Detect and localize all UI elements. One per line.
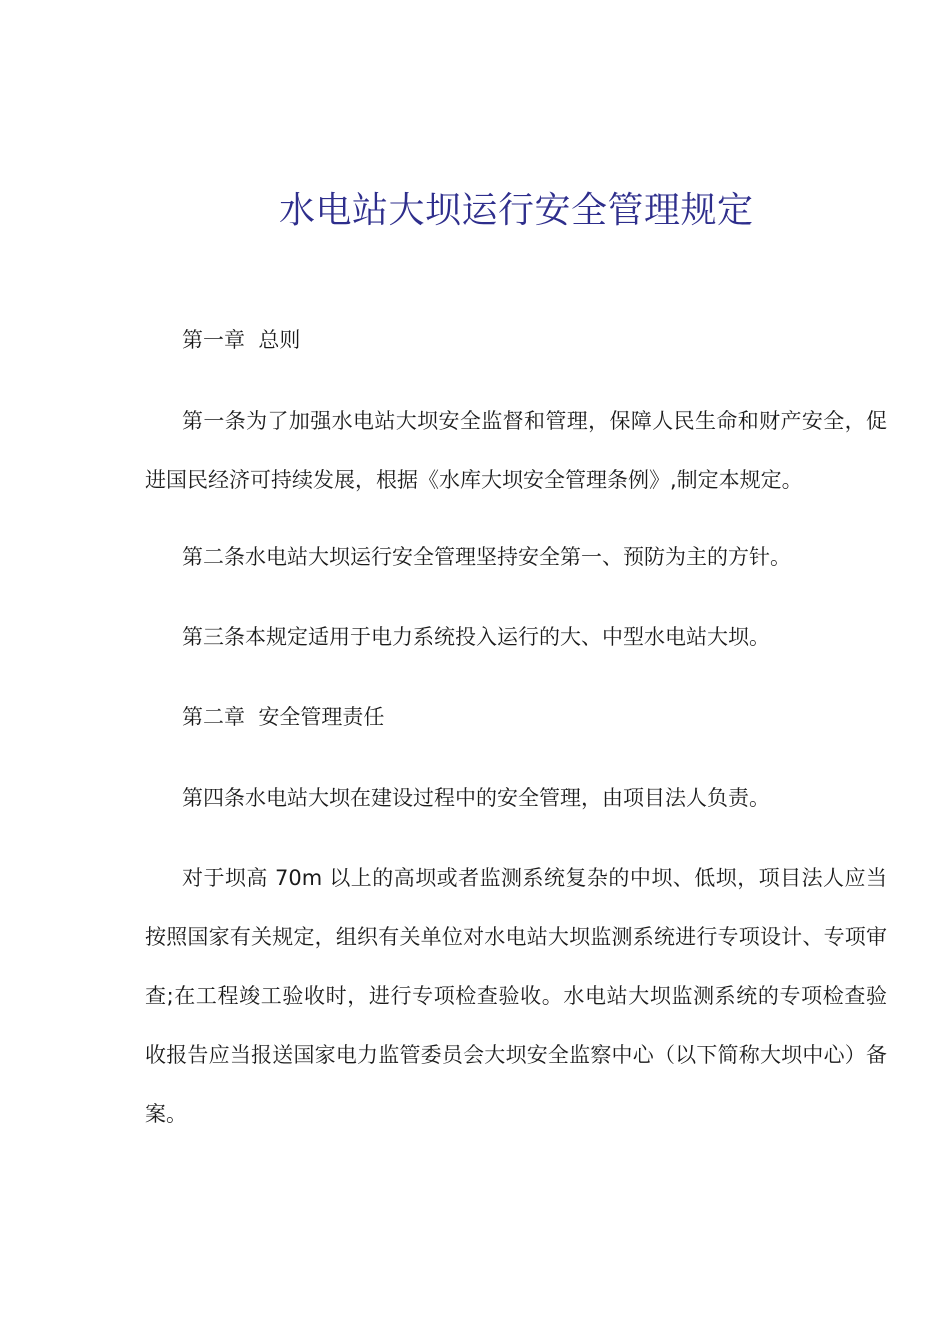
chapter-heading-1: 第一章 总则	[182, 328, 301, 352]
article-1-paragraph: 第一条为了加强水电站大坝安全监督和管理，保障人民生命和财产安全，促进国民经济可持续发展，根据《水库大坝安全管理条例》,制定本规定。	[145, 409, 887, 492]
article-2-paragraph: 第二条水电站大坝运行安全管理坚持安全第一、预防为主的方针。	[182, 545, 791, 569]
article-3-paragraph: 第三条本规定适用于电力系统投入运行的大、中型水电站大坝。	[182, 625, 770, 649]
document-title: 水电站大坝运行安全管理规定	[279, 190, 754, 231]
chapter-heading-2: 第二章 安全管理责任	[182, 705, 385, 729]
article-4-continued-paragraph: 对于坝高 70m 以上的高坝或者监测系统复杂的中坝、低坝，项目法人应当按照国家有关规定，组织有关单位对水电站大坝监测系统进行专项设计、专项审查;在工程竣工验收时，进行专项检查验收。水电站大坝监测系统的专项检查验收报告应当报送国家电力监管委员会大坝安全监察中心（以下简称大坝中心）备案。	[145, 866, 887, 1126]
article-4-paragraph: 第四条水电站大坝在建设过程中的安全管理，由项目法人负责。	[182, 786, 770, 810]
